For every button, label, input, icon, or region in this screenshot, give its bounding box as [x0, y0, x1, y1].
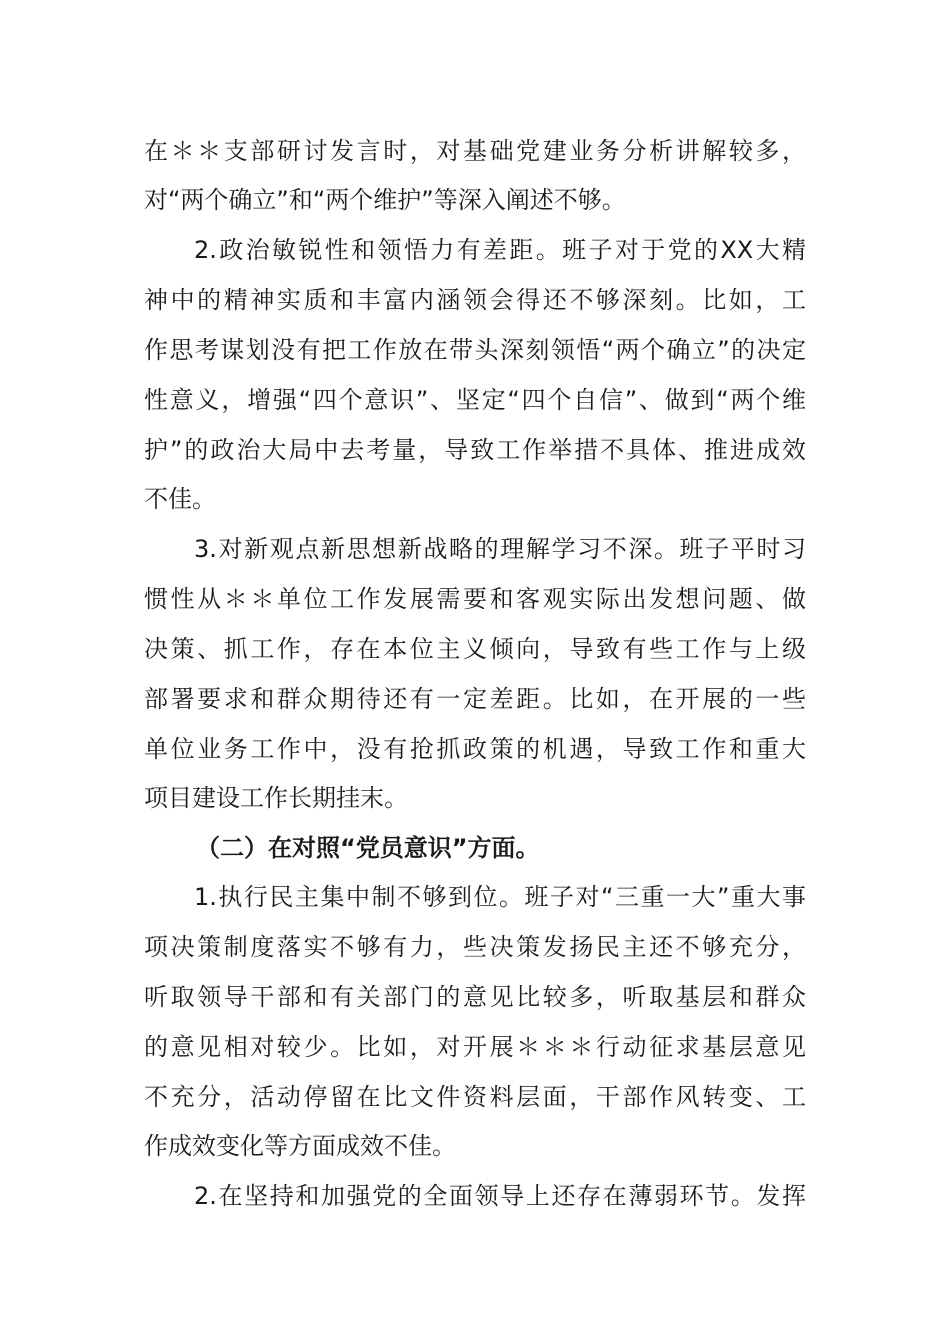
text-line-21: 作成效变化等方面成效不佳。	[144, 1132, 456, 1160]
text-line-8: 不佳。	[144, 485, 216, 513]
text-line-12: 部署要求和群众期待还有一定差距。比如，在开展的一些	[144, 685, 806, 713]
text-line-11: 决策、抓工作，存在本位主义倾向，导致有些工作与上级	[144, 635, 806, 663]
text-line-9: 3.对新观点新思想新战略的理解学习不深。班子平时习	[194, 535, 806, 563]
text-line-19: 的意见相对较少。比如，对开展＊＊＊行动征求基层意见	[144, 1033, 806, 1061]
text-line-6: 性意义，增强“四个意识”、坚定“四个自信”、做到“两个维	[144, 386, 806, 414]
text-line-1: 在＊＊支部研讨发言时，对基础党建业务分析讲解较多，	[144, 137, 806, 165]
text-line-10: 惯性从＊＊单位工作发展需要和客观实际出发想问题、做	[144, 585, 806, 613]
text-line-7: 护”的政治大局中去考量，导致工作举措不具体、推进成效	[144, 436, 806, 464]
text-line-22: 2.在坚持和加强党的全面领导上还存在薄弱环节。发挥	[194, 1182, 806, 1210]
text-line-16: 1.执行民主集中制不够到位。班子对“三重一大”重大事	[194, 883, 806, 911]
text-line-5: 作思考谋划没有把工作放在带头深刻领悟“两个确立”的决定	[144, 336, 806, 364]
text-line-20: 不充分，活动停留在比文件资料层面，干部作风转变、工	[144, 1083, 806, 1111]
text-line-2: 对“两个确立”和“两个维护”等深入阐述不够。	[144, 186, 626, 214]
text-line-4: 神中的精神实质和丰富内涵领会得还不够深刻。比如，工	[144, 286, 806, 314]
text-line-3: 2.政治敏锐性和领悟力有差距。班子对于党的XX大精	[194, 236, 806, 264]
text-line-18: 听取领导干部和有关部门的意见比较多，听取基层和群众	[144, 983, 806, 1011]
text-line-13: 单位业务工作中，没有抢抓政策的机遇，导致工作和重大	[144, 735, 806, 763]
text-line-14: 项目建设工作长期挂末。	[144, 784, 408, 812]
text-line-17: 项决策制度落实不够有力，些决策发扬民主还不够充分，	[144, 933, 806, 961]
section-heading: （二）在对照“党员意识”方面。	[196, 834, 540, 862]
